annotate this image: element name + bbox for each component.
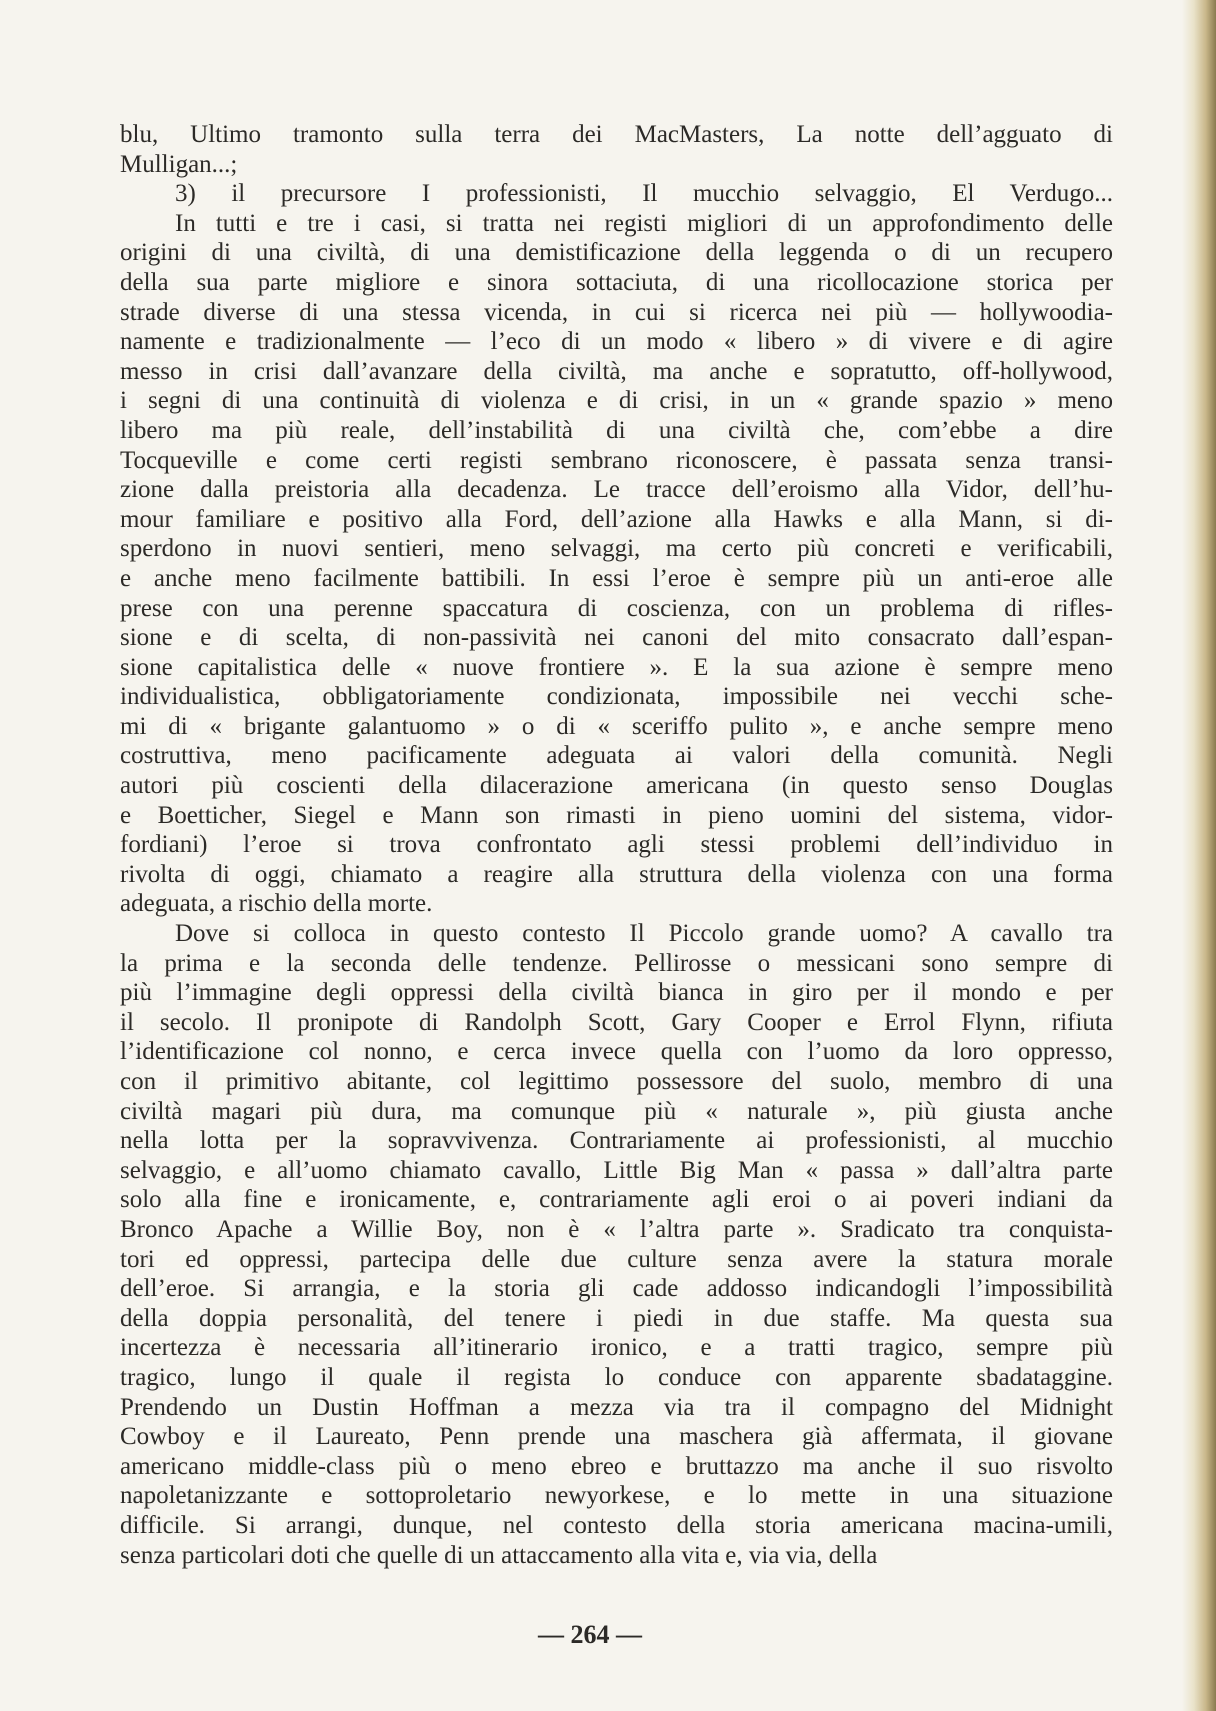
- text-line: costruttiva, meno pacificamente adeguata ai valori della comunità. Negli: [120, 742, 1113, 770]
- text-line: origini di una civiltà, di una demistificazione della leggenda o di un recupero: [120, 239, 1113, 267]
- text-line: Cowboy e il Laureato, Penn prende una maschera già affermata, il giovane: [120, 1423, 1113, 1451]
- text-line: 3) il precursore I professionisti, Il mucchio selvaggio, El Verdugo...: [175, 180, 1113, 208]
- text-line: mi di « brigante galantuomo » o di « sceriffo pulito », e anche sempre meno: [120, 712, 1113, 740]
- text-line: adeguata, a rischio della morte.: [120, 890, 433, 918]
- text-line: Bronco Apache a Willie Boy, non è « l’altra parte ». Sradicato tra conquista-: [120, 1215, 1113, 1243]
- text-line: In tutti e tre i casi, si tratta nei registi migliori di un approfondimento delle: [175, 209, 1113, 237]
- text-line: tragico, lungo il quale il regista lo conduce con apparente sbadataggine.: [120, 1363, 1113, 1391]
- text-line: Mulligan...;: [120, 150, 238, 178]
- paragraph-3: [120, 919, 1113, 1570]
- text-line: e Boetticher, Siegel e Mann son rimasti in pieno uomini del sistema, vidor-: [120, 801, 1113, 829]
- text-line: zione dalla preistoria alla decadenza. Le tracce dell’eroismo alla Vidor, dell’hu-: [120, 476, 1113, 504]
- text-line: la prima e la seconda delle tendenze. Pellirosse o messicani sono sempre di: [120, 949, 1113, 977]
- text-line: solo alla fine e ironicamente, e, contrariamente agli eroi o ai poveri indiani da: [120, 1186, 1113, 1214]
- text-line: prese con una perenne spaccatura di coscienza, con un problema di rifles-: [120, 594, 1113, 622]
- text-line: sione capitalistica delle « nuove frontiere ». E la sua azione è sempre meno: [120, 653, 1113, 681]
- page-number: — 264 —: [538, 1620, 642, 1649]
- text-line: mour familiare e positivo alla Ford, dell’azione alla Hawks e alla Mann, si di-: [120, 505, 1113, 533]
- text-line: messo in crisi dall’avanzare della civiltà, ma anche e sopratutto, off-hollywood,: [120, 357, 1113, 385]
- text-line: difficile. Si arrangi, dunque, nel contesto della storia americana macina-umili,: [120, 1511, 1113, 1539]
- text-line: sperdono in nuovi sentieri, meno selvaggi, ma certo più concreti e verificabili,: [120, 535, 1113, 563]
- text-line: il secolo. Il pronipote di Randolph Scott, Gary Cooper e Errol Flynn, rifiuta: [120, 1008, 1113, 1036]
- text-line: autori più coscienti della dilacerazione americana (in questo senso Douglas: [120, 772, 1113, 800]
- text-line: tori ed oppressi, partecipa delle due culture senza avere la statura morale: [120, 1245, 1113, 1273]
- text-line: Tocqueville e come certi registi sembrano riconoscere, è passata senza transi-: [120, 446, 1113, 474]
- text-line: incertezza è necessaria all’itinerario ironico, e a tratti tragico, sempre più: [120, 1334, 1113, 1362]
- text-line: napoletanizzante e sottoproletario newyorkese, e lo mette in una situazione: [120, 1482, 1113, 1510]
- text-line: con il primitivo abitante, col legittimo possessore del suolo, membro di una: [120, 1068, 1113, 1095]
- text-line: Prendendo un Dustin Hoffman a mezza via tra il compagno del Midnight: [120, 1393, 1113, 1421]
- text-line: della sua parte migliore e sinora sottaciuta, di una ricollocazione storica per: [120, 268, 1113, 296]
- text-line: i segni di una continuità di violenza e di crisi, in un « grande spazio » meno: [120, 387, 1113, 415]
- text-line: Dove si colloca in questo contesto Il Piccolo grande uomo? A cavallo tra: [175, 920, 1113, 948]
- body-text: [120, 120, 1113, 1570]
- text-line: americano middle-class più o meno ebreo e bruttazzo ma anche il suo risvolto: [120, 1452, 1113, 1480]
- page-edge: [1182, 0, 1216, 1711]
- paragraph-1: [120, 120, 1113, 179]
- paragraph-2: [120, 179, 1113, 919]
- text-line: rivolta di oggi, chiamato a reagire alla struttura della violenza con una forma: [120, 860, 1113, 888]
- text-line: dell’eroe. Si arrangia, e la storia gli cade addosso indicandogli l’impossibilità: [120, 1275, 1113, 1303]
- text-line: individualistica, obbligatoriamente condizionata, impossibile nei vecchi sche-: [120, 683, 1113, 711]
- text-line: fordiani) l’eroe si trova confrontato agli stessi problemi dell’individuo in: [120, 831, 1113, 859]
- text-line: blu, Ultimo tramonto sulla terra dei MacMasters, La notte dell’agguato di: [120, 121, 1113, 148]
- text-line: namente e tradizionalmente — l’eco di un modo « libero » di vivere e di agire: [120, 328, 1113, 356]
- text-line: civiltà magari più dura, ma comunque più « naturale », più giusta anche: [120, 1097, 1113, 1125]
- text-line: nella lotta per la sopravvivenza. Contrariamente ai professionisti, al mucchio: [120, 1127, 1113, 1155]
- text-line: e anche meno facilmente battibili. In essi l’eroe è sempre più un anti-eroe alle: [120, 564, 1113, 592]
- text-line: senza particolari doti che quelle di un attaccamento alla vita e, via via, della: [120, 1541, 878, 1569]
- text-line: sione e di scelta, di non-passività nei canoni del mito consacrato dall’espan-: [120, 624, 1113, 652]
- text-line: più l’immagine degli oppressi della civiltà bianca in giro per il mondo e per: [120, 979, 1113, 1007]
- text-line: della doppia personalità, del tenere i piedi in due staffe. Ma questa sua: [120, 1304, 1113, 1332]
- text-line: libero ma più reale, dell’instabilità di una civiltà che, com’ebbe a dire: [120, 416, 1113, 444]
- text-line: strade diverse di una stessa vicenda, in cui si ricerca nei più — hollywoodia-: [120, 298, 1113, 326]
- text-line: l’identificazione col nonno, e cerca invece quella con l’uomo da loro oppresso,: [120, 1038, 1113, 1066]
- text-line: selvaggio, e all’uomo chiamato cavallo, Little Big Man « passa » dall’altra parte: [120, 1156, 1113, 1184]
